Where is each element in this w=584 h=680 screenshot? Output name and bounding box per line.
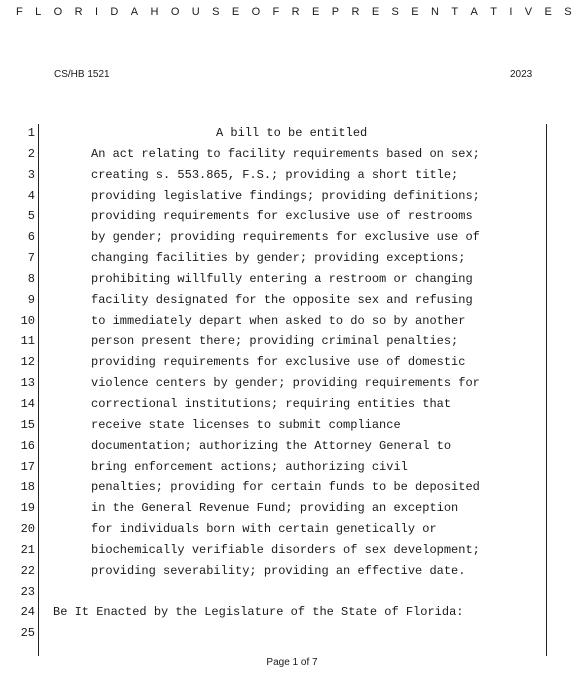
bill-text [0,123,584,644]
line-text: biochemically verifiable disorders of sex development; [91,542,480,557]
header-letter: S [212,6,220,18]
header-letter: O [53,6,63,18]
line-text: receive state licenses to submit compliance [91,417,401,432]
line-number: 5 [27,209,35,224]
bill-line [0,352,584,373]
line-number: 3 [27,167,35,182]
line-text: by gender; providing requirements for exclusive use of [91,230,480,245]
line-number: 7 [27,251,35,266]
line-number: 1 [27,126,35,140]
bill-line [0,373,584,394]
line-number: 6 [27,230,35,245]
header-letter: E [312,6,320,18]
line-number: 17 [20,459,35,474]
line-text: providing severability; providing an effective date. [91,563,466,578]
header-letter: S [391,6,399,18]
header-letter: O [251,6,261,18]
line-text: creating s. 553.865, F.S.; providing a short title; [91,167,459,182]
line-text: prohibiting willfully entering a restroom or changing [91,271,473,286]
line-number: 8 [27,271,35,286]
header-letter: P [331,6,340,18]
bill-line [0,123,584,144]
line-text: facility designated for the opposite sex and refusing [91,292,473,307]
line-number: 12 [20,355,35,370]
bill-line [0,519,584,540]
bill-line [0,582,584,603]
line-number: 11 [20,334,35,349]
header-letter: U [191,6,200,18]
line-text: in the General Revenue Fund; providing an exception [91,501,459,516]
line-text: providing requirements for exclusive use of restrooms [91,209,473,224]
header-letter: F [272,6,280,18]
line-text: to immediately depart when asked to do so by another [91,313,466,328]
bill-line [0,540,584,561]
bill-line [0,623,584,644]
line-number: 10 [20,313,35,328]
line-text: A bill to be entitled [216,126,368,140]
line-number: 13 [20,376,35,391]
bill-line [0,269,584,290]
line-number: 4 [27,188,35,203]
header-letter: N [431,6,439,18]
header-letter: V [524,6,533,18]
header-letter: R [291,6,300,18]
line-text: violence centers by gender; providing requirements for [91,376,480,391]
line-number: 9 [27,292,35,307]
header-letter: E [544,6,552,18]
line-number: 14 [20,396,35,411]
bill-line [0,415,584,436]
header-letter: T [490,6,497,18]
line-text: changing facilities by gender; providing exceptions; [91,251,466,266]
line-number: 18 [20,480,35,495]
bill-line [0,144,584,165]
page-number: Page 1 of 7 [266,657,318,668]
header-letter: A [130,6,139,18]
line-number: 23 [20,584,35,599]
line-text: correctional institutions; requiring entities that [91,396,452,411]
header-letter: I [94,6,98,18]
line-text: person present there; providing criminal penalties; [91,334,459,349]
line-number: 2 [27,146,35,161]
bill-line [0,436,584,457]
line-text: Be It Enacted by the Legislature of the State of Florida: [53,605,464,620]
line-number: 15 [20,417,35,432]
header-letter: O [170,6,180,18]
line-number: 22 [20,563,35,578]
bill-line [0,227,584,248]
bill-line [0,498,584,519]
bill-line [0,394,584,415]
house-header [0,6,584,18]
bill-line [0,248,584,269]
header-letter: A [470,6,478,18]
line-number: 16 [20,438,35,453]
header-letter: L [35,6,42,18]
bill-line [0,331,584,352]
header-letter: D [110,6,119,18]
line-number: 21 [20,542,35,557]
line-text: providing requirements for exclusive use of domestic [91,355,466,370]
bill-line [0,311,584,332]
header-letter: R [74,6,83,18]
bill-line [0,290,584,311]
line-number: 19 [20,501,35,516]
line-text: documentation; authorizing the Attorney General to [91,438,452,453]
line-text: providing legislative findings; providing definitions; [91,188,480,203]
bill-line [0,457,584,478]
header-letter: S [564,6,572,18]
line-text: An act relating to facility requirements based on sex; [91,146,480,161]
header-letter: E [231,6,240,18]
header-letter: F [16,6,23,18]
line-number: 25 [20,626,35,641]
bill-year: 2023 [510,69,533,80]
header-letter: R [351,6,360,18]
line-text: for individuals born with certain genetically or [91,522,437,537]
header-letter: E [411,6,419,18]
bill-line [0,561,584,582]
header-letter: H [150,6,159,18]
line-text: bring enforcement actions; authorizing civil [91,459,408,474]
line-number: 24 [20,605,35,620]
header-letter: T [451,6,459,18]
bill-line [0,165,584,186]
header-letter: E [371,6,380,18]
bill-line [0,206,584,227]
bill-line [0,186,584,207]
line-text: penalties; providing for certain funds to be deposited [91,480,480,495]
bill-number: CS/HB 1521 [54,69,110,80]
line-number: 20 [20,522,35,537]
header-letter: I [509,6,513,18]
bill-line [0,477,584,498]
bill-line [0,602,584,623]
